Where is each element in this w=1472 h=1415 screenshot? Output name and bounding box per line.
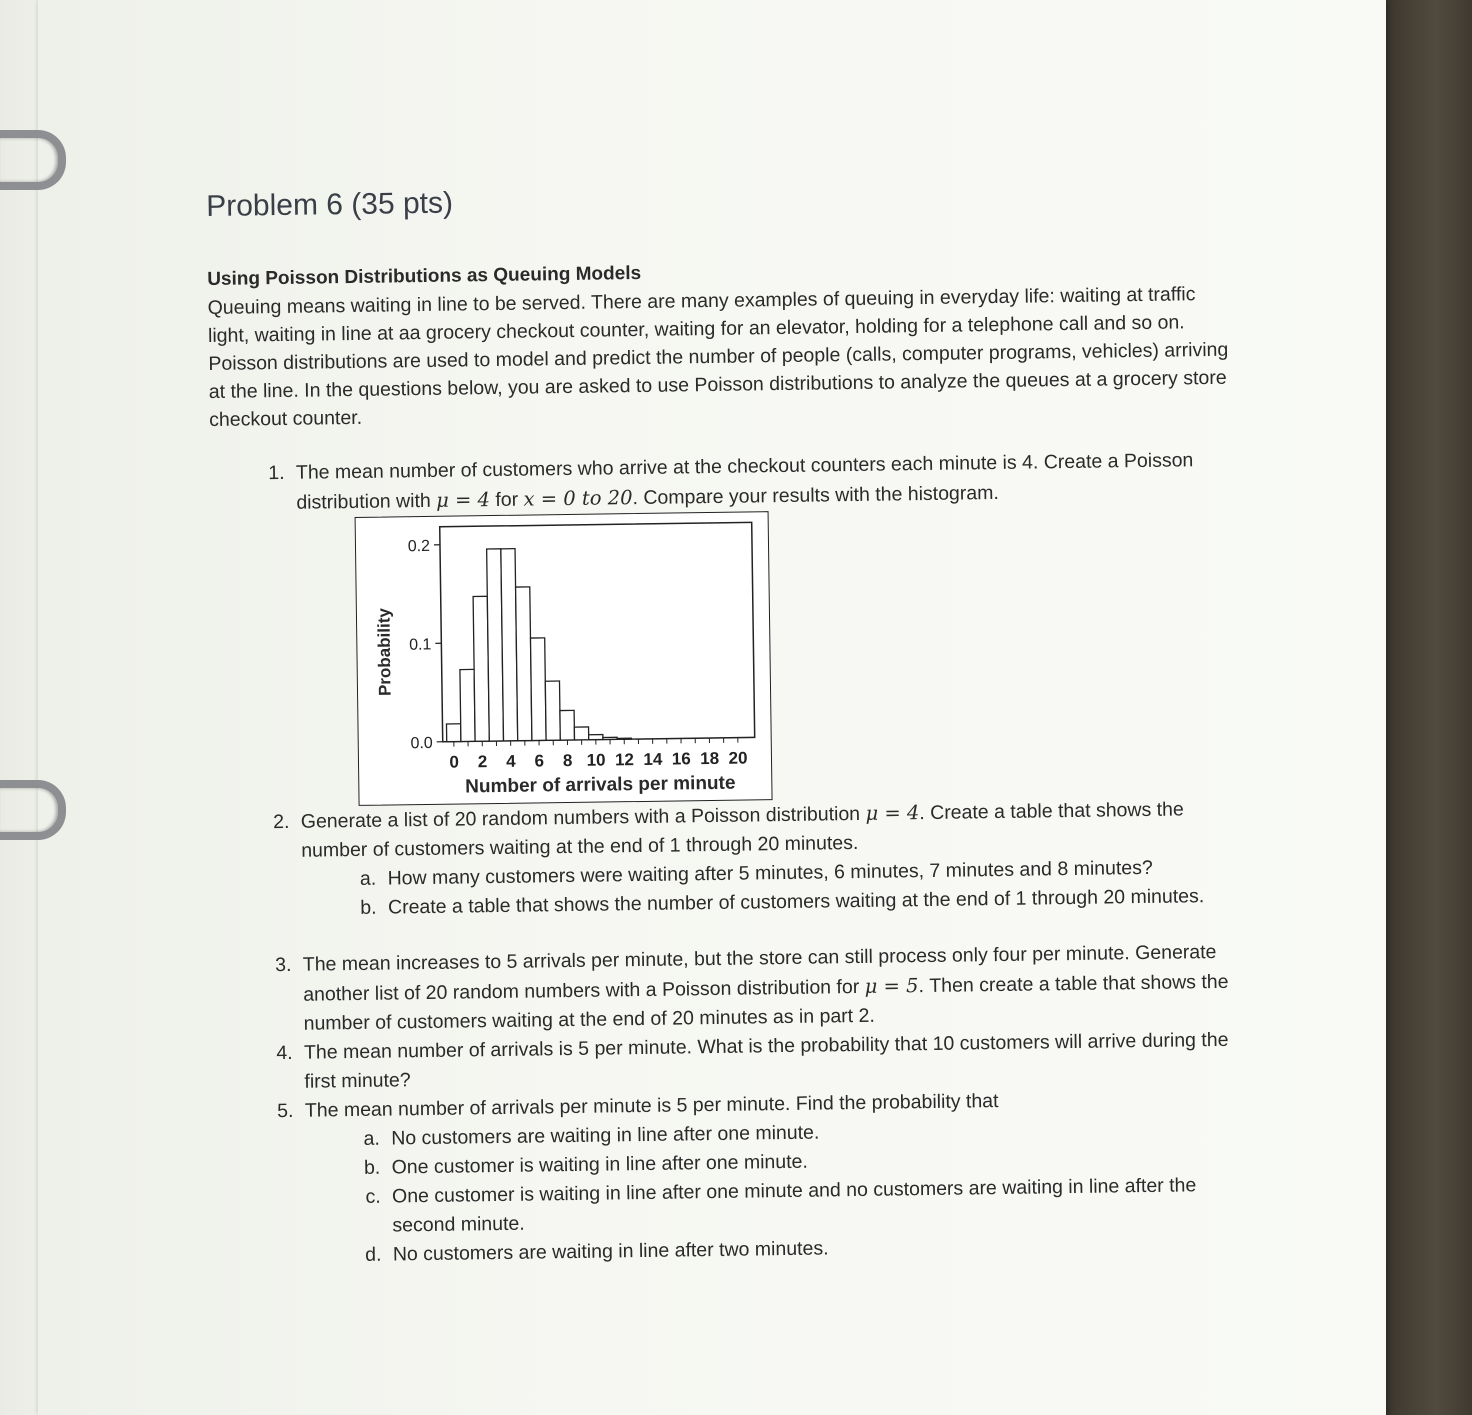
q5-c: c. One customer is waiting in line after one minute and no customers are waiting in line after the second minute. (386, 1171, 1241, 1241)
q1-text-a: The mean number of customers who arrive at the checkout counters each minute is 4. Create a Poisson distribution with (295, 449, 1194, 514)
x-tick-label: 6 (534, 751, 545, 771)
q5-a: a. No customers are waiting in line after one minute. (385, 1113, 1239, 1154)
x-tick-label: 8 (562, 750, 573, 771)
x-tick-label: 2 (477, 752, 488, 772)
q2-text-b: . Create a table that shows the number of customers waiting at the end of 1 through 20 minutes. (301, 798, 1184, 862)
question-5 (299, 1084, 1241, 1271)
question-1 (290, 446, 1235, 807)
x-tick-label: 4 (506, 751, 516, 771)
q1-text-b: for (489, 488, 524, 512)
document-content (206, 176, 1241, 1272)
x-axis-label: Number of arrivals per minute (465, 772, 736, 798)
q1-x-range: x = 0 to 20 (523, 486, 633, 511)
x-tick-label: 18 (700, 748, 720, 769)
question-2 (295, 794, 1237, 951)
intro-paragraph-2: Poisson distributions are used to model and predict the number of people (calls, computer programs, vehicles) arriving at the line. In the questions below, you are asked to use Poisson distributions to analyze the queues at a grocery store checkout counter. (208, 338, 1229, 431)
y-tick-label: 0.1 (409, 636, 432, 654)
x-tick-label: 10 (586, 750, 606, 770)
y-tick-label: 0.0 (410, 734, 433, 753)
x-tick-label: 16 (671, 749, 691, 769)
q2-a: a. How many customers were waiting after 5 minutes, 6 minutes, 7 minutes and 8 minutes? (381, 853, 1235, 894)
binder-ring-top (0, 130, 66, 190)
q1-mu: μ = 4 (436, 488, 491, 512)
q5-subquestions (305, 1113, 1241, 1271)
q3-text-a: The mean increases to 5 arrivals per minute, but the store can still process only four per minute. Generate another list of 20 random numbers with a Poisson distribution for (302, 940, 1217, 1006)
background-right (1382, 0, 1472, 1415)
x-tick-label: 12 (614, 750, 635, 770)
q2-b: b. Create a table that shows the number of customers waiting at the end of 1 through 20 minutes. (382, 882, 1236, 923)
q2-text-a: Generate a list of 20 random numbers with a Poisson distribution (300, 802, 866, 833)
question-3 (297, 938, 1238, 1039)
histogram-bar (516, 587, 532, 741)
histogram-bar (530, 638, 546, 741)
y-axis-label: Probability (374, 608, 395, 697)
q3-mu: μ = 5 (864, 974, 919, 998)
q5-d: d. No customers are waiting in line after two minutes. (387, 1229, 1241, 1270)
histogram-bar (446, 724, 460, 742)
poisson-histogram (355, 511, 773, 806)
histogram-bar (617, 738, 631, 739)
section-subtitle: Using Poisson Distributions as Queuing Models (207, 262, 642, 290)
problem-title: Problem 6 (35 pts) (206, 186, 454, 223)
histogram-bar (574, 727, 588, 740)
histogram-bar (473, 596, 489, 741)
y-tick-label: 0.2 (407, 537, 431, 556)
histogram-bar (603, 737, 617, 739)
q5-text: The mean number of arrivals per minute is 5 per minute. Find the probability that (304, 1090, 999, 1122)
x-tick-label: 14 (643, 749, 663, 769)
q5-b: b. One customer is waiting in line after one minute. (385, 1142, 1239, 1183)
histogram-bar (460, 669, 475, 741)
intro-paragraph-1: Queuing means waiting in line to be served. There are many examples of queuing in everyday life: waiting at traffic light, waiting in line at aa grocery checkout counter, waiting for an elevator, holding for a telephone call and so on. (207, 283, 1196, 347)
q2-mu: μ = 4 (865, 801, 920, 825)
histogram-svg (356, 512, 772, 805)
histogram-bar (545, 681, 560, 740)
histogram-bar (501, 549, 518, 741)
question-4: 4. The mean number of arrivals is 5 per minute. What is the probability that 10 customers will arrive during the first minute? (298, 1026, 1239, 1097)
q1-text-c: . Compare your results with the histogram. (632, 481, 999, 510)
histogram-bar (589, 735, 603, 740)
question-list (210, 446, 1241, 1272)
x-tick-label: 0 (449, 752, 459, 772)
binder-ring-bottom (0, 780, 66, 840)
q3-text-b: . Then create a table that shows the number of customers waiting at the end of 20 minutes as in part 2. (303, 970, 1229, 1035)
x-tick-label: 20 (728, 748, 748, 768)
histogram-bar (560, 710, 575, 740)
